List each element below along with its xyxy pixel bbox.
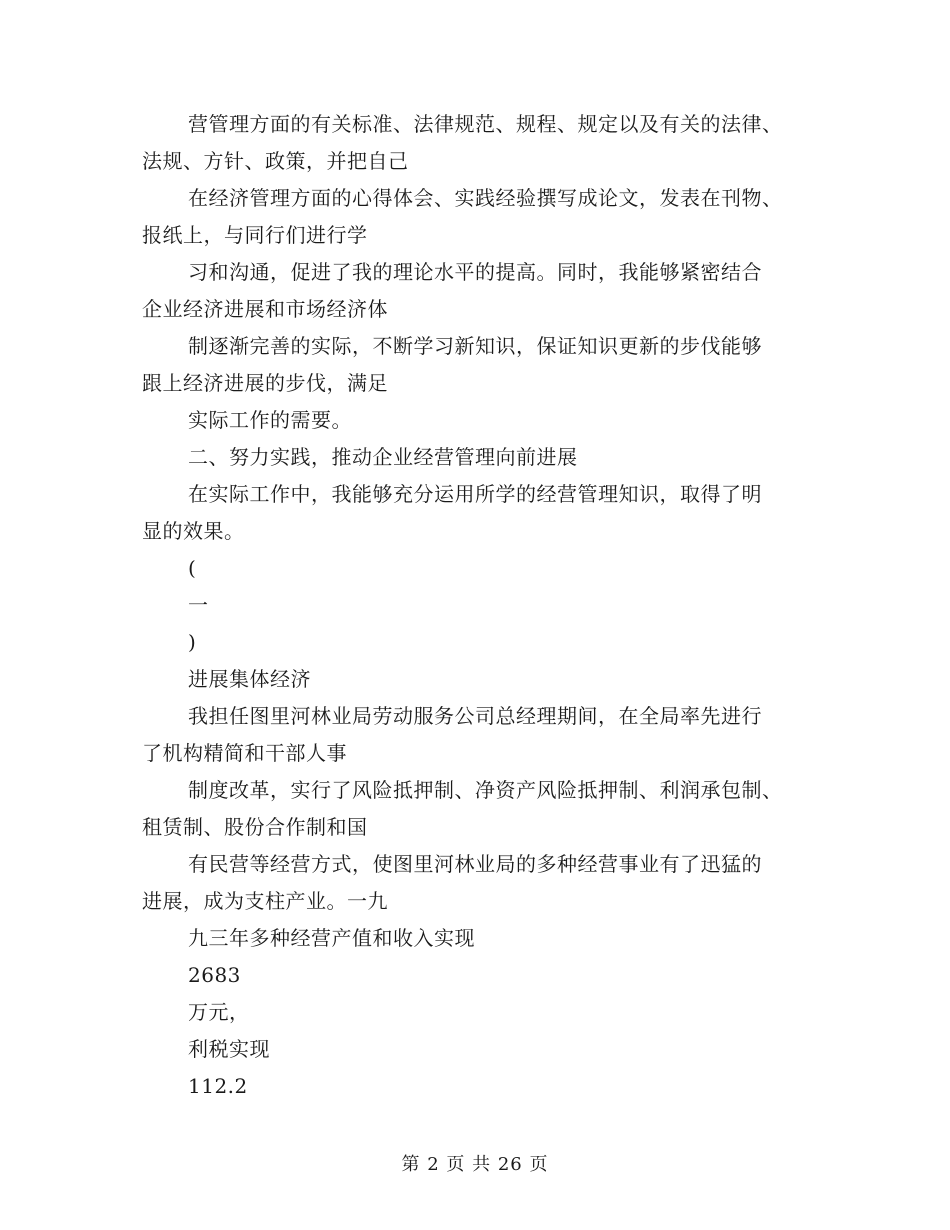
subsection-number: 一 [188,593,209,617]
page-number-footer: 第 2 页 共 26 页 [401,1154,549,1175]
paragraph: 习和沟通，促进了我的理论水平的提高。同时，我能够紧密结合 企业经济进展和市场经济体 [142,260,762,321]
paragraph: 有民营等经营方式，使图里河林业局的多种经营事业有了迅猛的 进展，成为支柱产业。一九 [142,852,762,913]
paragraph: 在实际工作中，我能够充分运用所学的经营管理知识，取得了明 显的效果。 [142,482,762,543]
subsection-open-paren: ( [188,556,197,580]
document-body [142,106,822,1105]
paragraph: 2683 [188,963,241,987]
paragraph: 我担任图里河林业局劳动服务公司总经理期间，在全局率先进行 了机构精简和干部人事 [142,704,762,765]
paragraph: 112.2 [188,1074,248,1098]
paragraph: 万元， [188,1000,250,1024]
paragraph: 营管理方面的有关标准、法律规范、规程、规定以及有关的法律、 法规、方针、政策，并把自己 [142,112,783,173]
paragraph: 制度改革，实行了风险抵押制、净资产风险抵押制、利润承包制、 租赁制、股份合作制和国 [142,778,783,839]
paragraph: 在经济管理方面的心得体会、实践经验撰写成论文，发表在刊物、 报纸上，与同行们进行学 [142,186,783,247]
paragraph: 九三年多种经营产值和收入实现 [188,926,475,950]
subsection-close-paren: ) [188,630,197,654]
paragraph: 制逐渐完善的实际，不断学习新知识，保证知识更新的步伐能够 跟上经济进展的步伐，满足 [142,334,762,395]
section-heading: 二、努力实践，推动企业经营管理向前进展 [188,445,578,469]
paragraph: 实际工作的需要。 [188,408,352,432]
subsection-heading: 进展集体经济 [188,667,311,691]
paragraph: 利税实现 [188,1037,270,1061]
